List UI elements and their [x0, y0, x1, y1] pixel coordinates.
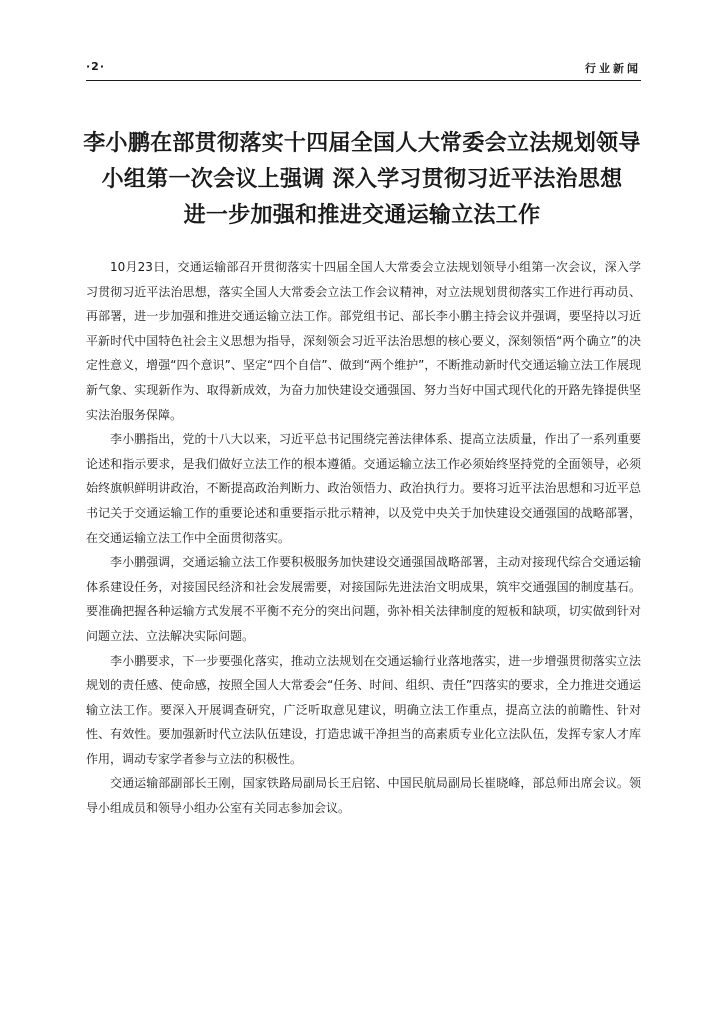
paragraph-2: 李小鹏指出，党的十八大以来，习近平总书记围绕完善法律体系、提高立法质量，作出了一系列重要论述和指示要求，是我们做好立法工作的根本遵循。交通运输立法工作必须始终坚持党的全面领导，必须始终旗帜鲜明讲政治，不断提高政治判断力、政治领悟力、政治执行力。要将习近平法治思想和习近平总书记关于交通运输工作的重要论述和重要指示批示精神，以及党中央关于加快建设交通强国的战略部署，在交通运输立法工作中全面贯彻落实。 — [86, 432, 641, 545]
section-label: 行业新闻 — [585, 62, 641, 75]
article-title-line-1: 李小鹏在部贯彻落实十四届全国人大常委会立法规划领导 — [83, 130, 641, 156]
paragraph-1: 10月23日，交通运输部召开贯彻落实十四届全国人大常委会立法规划领导小组第一次会议，深入学习贯彻习近平法治思想，落实全国人大常委会立法工作会议精神，对立法规划贯彻落实工作进行再动员、再部署，进一步加强和推进交通运输立法工作。部党组书记、部长李小鹏主持会议并强调，要坚持以习近平新时代中国特色社会主义思想为指导，深刻领会习近平法治思想的核心要义，深刻领悟“两个确立”的决定性意义，增强“四个意识”、坚定“四个自信”、做到“两个维护”，不断推动新时代交通运输立法工作展现新气象、实现新作为、取得新成效，为奋力加快建设交通强国、努力当好中国式现代化的开路先锋提供坚实法治服务保障。 — [86, 260, 641, 422]
paragraph-5: 交通运输部副部长王刚，国家铁路局副局长王启铭、中国民航局副局长崔晓峰，部总师出席会议。领导小组成员和领导小组办公室有关同志参加会议。 — [86, 776, 641, 816]
paragraph-4: 李小鹏要求，下一步要强化落实，推动立法规划在交通运输行业落地落实，进一步增强贯彻落实立法规划的责任感、使命感，按照全国人大常委会“任务、时间、组织、责任”四落实的要求，全力推进交通运输立法工作。要深入开展调查研究，广泛听取意见建议，明确立法工作重点，提高立法的前瞻性、针对性、有效性。要加强新时代立法队伍建设，打造忠诚干净担当的高素质专业化立法队伍，发挥专家人才库作用，调动专家学者参与立法的积极性。 — [86, 653, 641, 766]
article-title — [70, 125, 654, 233]
page-number: ·2· — [86, 60, 106, 73]
article-title-line-3: 进一步加强和推进交通运输立法工作 — [183, 202, 541, 228]
article-body — [86, 255, 641, 821]
page-header — [86, 58, 641, 81]
paragraph-3: 李小鹏强调，交通运输立法工作要积极服务加快建设交通强国战略部署，主动对接现代综合交通运输体系建设任务，对接国民经济和社会发展需要，对接国际先进法治文明成果，筑牢交通强国的制度基石。要准确把握各种运输方式发展不平衡不充分的突出问题，弥补相关法律制度的短板和缺项，切实做到针对问题立法、立法解决实际问题。 — [86, 555, 641, 643]
article-title-line-2: 小组第一次会议上强调 深入学习贯彻习近平法治思想 — [101, 166, 623, 192]
